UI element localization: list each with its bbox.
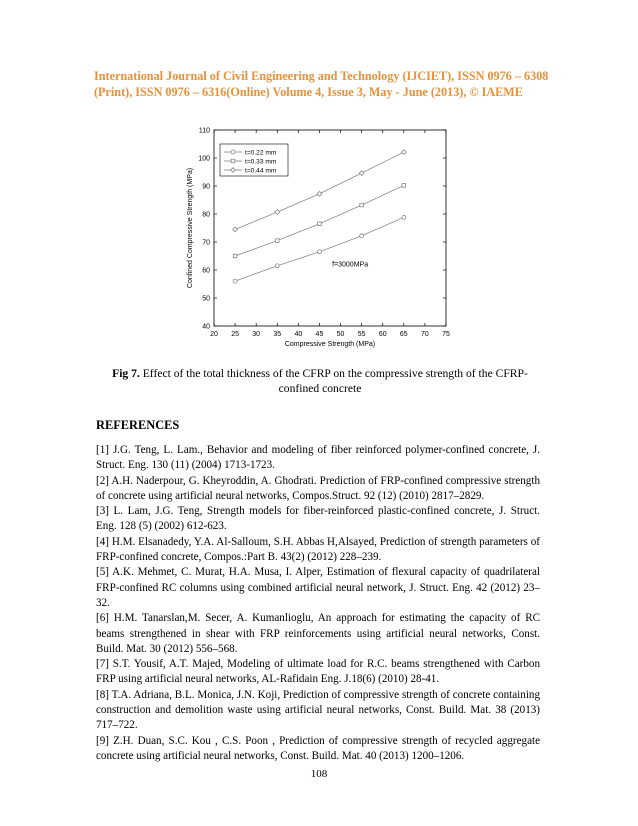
references-heading: REFERENCES (96, 418, 180, 432)
reference-item: [5] A.K. Mehmet, C. Murat, H.A. Musa, I. Alper, Estimation of flexural capacity of quadrilateral FRP-confined RC columns using combined artificial neural network, J. Struct. Eng. 42 (2012) 23–32. (96, 566, 540, 609)
x-tick-label: 55 (357, 331, 366, 338)
reference-item: [9] Z.H. Duan, S.C. Kou , C.S. Poon , Prediction of compressive strength of recycled aggregate concrete using artificial neural networks, Const. Build. Mat. 40 (2013) 1200–1206. (96, 734, 540, 762)
reference-item: [3] L. Lam, J.G. Teng, Strength models for fiber-reinforced plastic-confined concrete, J. Struct. Eng. 128 (5) (2002) 612-623. (96, 505, 540, 533)
chart-annotation: f=3000MPa (332, 261, 369, 269)
legend-entry: t=0.22 mm (245, 149, 277, 157)
data-point (275, 239, 279, 243)
journal-header-line-2: (Print), ISSN 0976 – 6316(Online) Volume 4, Issue 3, May - June (2013), © IAEME (94, 85, 523, 99)
x-tick-label: 25 (231, 331, 239, 338)
page-number: 108 (310, 768, 328, 780)
references-list (96, 443, 540, 764)
figure-caption-text: Effect of the total thickness of the CFRP on the compressive strength of the CFRP-confined concrete (139, 367, 528, 395)
data-point (401, 150, 406, 155)
journal-header-line-1: International Journal of Civil Engineering and Technology (IJCIET), ISSN 0976 – 6308 (94, 69, 549, 83)
y-tick-label: 50 (202, 295, 210, 303)
reference-item: [7] S.T. Yousif, A.T. Majed, Modeling of ultimate load for R.C. beams strengthened with Carbon FRP using artificial neural networks, AL-Rafidain Eng. J.18(6) (2010) 28-41. (96, 658, 540, 686)
series-line (235, 217, 404, 281)
reference-item: [4] H.M. Elsanadedy, Y.A. Al-Salloum, S.H. Abbas H,Alsayed, Prediction of strength parameters of FRP-confined concrete, Compos.:Part B. 43(2) (2012) 228–239. (96, 535, 540, 564)
x-tick-label: 75 (442, 331, 450, 338)
data-point (233, 227, 238, 232)
journal-header (94, 68, 549, 100)
y-tick-label: 80 (202, 211, 210, 219)
x-axis-label: Compressive Strength (MPa) (284, 341, 376, 348)
legend-marker (231, 150, 235, 154)
x-tick-label: 20 (210, 331, 218, 338)
y-tick-label: 60 (202, 267, 210, 275)
data-point (233, 279, 237, 283)
x-tick-label: 45 (315, 331, 324, 338)
reference-item: [8] T.A. Adriana, B.L. Monica, J.N. Koji, Prediction of compressive strength of concrete containing construction and demolition waste using artificial neural networks, Const. Build. Mat. 38 (2013) 717–722. (96, 688, 540, 732)
data-point (275, 210, 280, 215)
x-tick-label: 35 (273, 331, 282, 338)
y-tick-label: 100 (198, 155, 210, 163)
x-tick-label: 60 (378, 331, 387, 338)
x-tick-label: 70 (421, 331, 429, 338)
x-tick-label: 50 (336, 331, 345, 338)
data-point (402, 215, 406, 219)
reference-item: [6] H.M. Tanarslan,M. Secer, A. Kumanlioglu, An approach for estimating the capacity of RC beams strengthened in shear with FRP reinforcements using artificial neural networks, Const. Build. Mat. 30 (2012) 556–568. (96, 612, 540, 655)
reference-item: [2] A.H. Naderpour, G. Kheyroddin, A. Ghodrati. Prediction of FRP-confined compressive strength of concrete using artificial neural networks, Compos.Struct. 92 (12) (2010) 2817–2829. (96, 474, 540, 502)
data-point (402, 184, 406, 188)
data-point (317, 250, 321, 254)
data-point (317, 191, 322, 196)
legend-entry: t=0.33 mm (245, 158, 277, 166)
reference-item: [1] J.G. Teng, L. Lam., Behavior and modeling of fiber reinforced polymer-confined concrete, J. Struct. Eng. 130 (11) (2004) 1713-1723. (96, 444, 540, 472)
y-tick-label: 40 (202, 323, 210, 331)
y-tick-label: 90 (202, 183, 210, 191)
x-tick-label: 40 (294, 331, 303, 338)
y-tick-label: 110 (198, 127, 210, 135)
data-point (318, 222, 322, 226)
data-point (359, 171, 364, 176)
data-point (233, 254, 237, 258)
figure-caption-label: Fig 7. (112, 367, 140, 380)
legend-entry: t=0.44 mm (245, 167, 277, 175)
y-axis-label: Confined Compressive Strength (MPa) (187, 167, 194, 289)
data-point (360, 234, 364, 238)
x-tick-label: 30 (252, 331, 261, 338)
data-point (360, 203, 364, 207)
y-tick-label: 70 (202, 239, 210, 247)
legend-marker (231, 159, 235, 163)
x-tick-label: 65 (399, 331, 408, 338)
data-point (275, 264, 279, 268)
confined-strength-line-chart (180, 122, 460, 352)
figure-caption (100, 366, 540, 396)
